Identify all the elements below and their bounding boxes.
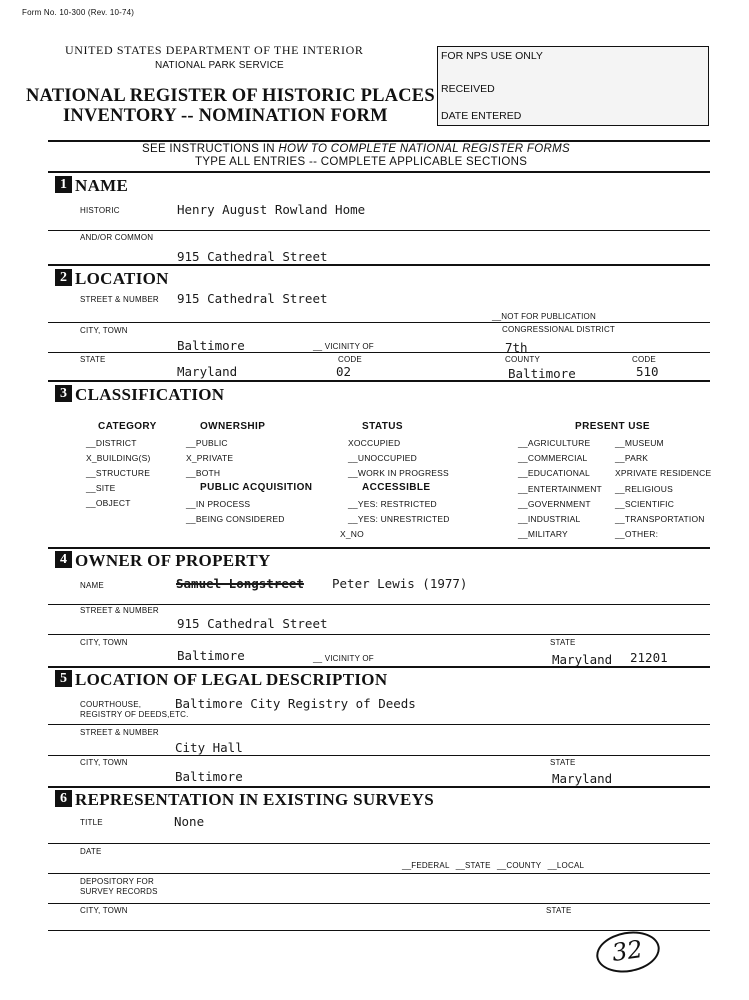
present-use-option: __EDUCATIONAL	[518, 468, 590, 478]
county-value: Baltimore	[508, 366, 576, 381]
ownership-option: __BOTH	[186, 468, 221, 478]
owner-street-value: 915 Cathedral Street	[177, 616, 328, 631]
owner-name-label: NAME	[80, 581, 104, 590]
courthouse-label: COURTHOUSE,	[80, 700, 142, 709]
section-rule	[48, 264, 710, 266]
rule	[48, 903, 710, 904]
instructions-line1	[142, 143, 570, 155]
form-title-line2: INVENTORY -- NOMINATION FORM	[63, 106, 388, 126]
survey-title-value: None	[174, 814, 205, 829]
registry-label: REGISTRY OF DEEDS,ETC.	[80, 710, 189, 719]
present-use-option: __AGRICULTURE	[518, 438, 591, 448]
section5-title: LOCATION OF LEGAL DESCRIPTION	[75, 670, 388, 689]
owner-name-value: Peter Lewis (1977)	[332, 576, 468, 591]
present-use-option: __PARK	[615, 453, 649, 463]
legal-street-value: City Hall	[175, 740, 243, 755]
county-code-label: CODE	[632, 355, 656, 364]
section-rule	[48, 547, 710, 549]
category-option: X_BUILDING(S)	[86, 453, 151, 463]
location-state-value: Maryland	[177, 364, 238, 379]
owner-city-value: Baltimore	[177, 648, 245, 663]
legal-city-value: Baltimore	[175, 769, 243, 784]
congressional-district-value: 7th	[505, 340, 528, 355]
survey-levels: __FEDERAL __STATE __COUNTY __LOCAL	[402, 861, 585, 870]
section4-header	[55, 551, 271, 571]
section4-number: 4	[55, 551, 72, 568]
historic-label: HISTORIC	[80, 206, 120, 215]
present-use-option: __MILITARY	[518, 529, 568, 539]
legal-city-label: CITY, TOWN	[80, 758, 128, 767]
status-option: XOCCUPIED	[348, 438, 401, 448]
survey-records-label: SURVEY RECORDS	[80, 887, 158, 896]
location-street-value: 915 Cathedral Street	[177, 291, 328, 306]
rule	[48, 322, 710, 323]
county-code-value: 510	[636, 364, 659, 379]
present-use-option: __MUSEUM	[615, 438, 664, 448]
instructions-prefix: SEE INSTRUCTIONS IN	[142, 143, 279, 155]
category-option: __SITE	[86, 483, 116, 493]
county-label: COUNTY	[505, 355, 540, 364]
historic-name-value: Henry August Rowland Home	[177, 202, 366, 217]
present-use-heading: PRESENT USE	[575, 421, 650, 432]
rule	[48, 843, 710, 844]
nps-box-received: RECEIVED	[441, 83, 495, 95]
section1-number: 1	[55, 176, 72, 193]
instructions-italic: HOW TO COMPLETE NATIONAL REGISTER FORMS	[278, 143, 570, 155]
nps-use-only-box	[437, 46, 709, 126]
section1-title: NAME	[75, 176, 129, 195]
public-acquisition-heading: PUBLIC ACQUISITION	[200, 482, 313, 493]
legal-state-value: Maryland	[552, 771, 613, 786]
owner-state-label: STATE	[550, 638, 576, 647]
owner-vicinity-label: __ VICINITY OF	[313, 654, 374, 663]
section5-header	[55, 670, 387, 690]
present-use-option: __GOVERNMENT	[518, 499, 591, 509]
legal-state-label: STATE	[550, 758, 576, 767]
location-vicinity-label: __ VICINITY OF	[313, 342, 374, 351]
rule	[48, 604, 710, 605]
public-acquisition-option: __BEING CONSIDERED	[186, 514, 285, 524]
rule	[48, 930, 710, 931]
state-code-label: CODE	[338, 355, 362, 364]
accessible-option: X_NO	[340, 529, 364, 539]
depository-label: DEPOSITORY FOR	[80, 877, 154, 886]
rule	[48, 873, 710, 874]
present-use-option: __SCIENTIFIC	[615, 499, 675, 509]
location-street-label: STREET & NUMBER	[80, 295, 159, 304]
owner-city-label: CITY, TOWN	[80, 638, 128, 647]
section3-title: CLASSIFICATION	[75, 385, 225, 404]
location-city-label: CITY, TOWN	[80, 326, 128, 335]
category-option: __STRUCTURE	[86, 468, 151, 478]
present-use-option: __INDUSTRIAL	[518, 514, 581, 524]
rule	[48, 755, 710, 756]
section6-title: REPRESENTATION IN EXISTING SURVEYS	[75, 790, 434, 809]
form-number: Form No. 10-300 (Rev. 10-74)	[22, 8, 135, 17]
present-use-option: __OTHER:	[615, 529, 659, 539]
rule	[48, 634, 710, 635]
owner-name-struck: Samuel Longstreet	[176, 576, 304, 591]
courthouse-value: Baltimore City Registry of Deeds	[175, 696, 416, 711]
page-number-stamp-text: 32	[610, 935, 645, 967]
location-state-label: STATE	[80, 355, 106, 364]
accessible-option: __YES: RESTRICTED	[348, 499, 437, 509]
common-name-value: 915 Cathedral Street	[177, 249, 328, 264]
accessible-heading: ACCESSIBLE	[362, 482, 431, 493]
section6-header	[55, 790, 434, 810]
present-use-option: __TRANSPORTATION	[615, 514, 705, 524]
owner-state-value: Maryland	[552, 652, 613, 667]
section2-header	[55, 269, 169, 289]
category-heading: CATEGORY	[98, 421, 157, 432]
section-rule	[48, 380, 710, 382]
form-title-line1: NATIONAL REGISTER OF HISTORIC PLACES	[26, 86, 435, 106]
not-for-publication: __NOT FOR PUBLICATION	[492, 312, 596, 321]
service-name: NATIONAL PARK SERVICE	[155, 60, 284, 71]
owner-zip-value: 21201	[630, 650, 668, 665]
section1-header	[55, 176, 128, 196]
present-use-option: __COMMERCIAL	[518, 453, 588, 463]
common-name-label: AND/OR COMMON	[80, 233, 154, 242]
present-use-option: __RELIGIOUS	[615, 484, 673, 494]
category-option: __OBJECT	[86, 498, 131, 508]
section-rule	[48, 786, 710, 788]
section5-number: 5	[55, 670, 72, 687]
ownership-option: __PUBLIC	[186, 438, 228, 448]
section4-title: OWNER OF PROPERTY	[75, 551, 271, 570]
instructions-line2: TYPE ALL ENTRIES -- COMPLETE APPLICABLE SECTIONS	[195, 156, 528, 168]
section3-number: 3	[55, 385, 72, 402]
survey-city-label: CITY, TOWN	[80, 906, 128, 915]
instructions-bottom-rule	[48, 171, 710, 173]
state-code-value: 02	[336, 364, 352, 379]
section3-header	[55, 385, 224, 405]
rule	[48, 724, 710, 725]
public-acquisition-option: __IN PROCESS	[186, 499, 251, 509]
category-option: __DISTRICT	[86, 438, 137, 448]
location-city-value: Baltimore	[177, 338, 245, 353]
ownership-heading: OWNERSHIP	[200, 421, 266, 432]
department-name: UNITED STATES DEPARTMENT OF THE INTERIOR	[65, 43, 364, 57]
section2-number: 2	[55, 269, 72, 286]
section6-number: 6	[55, 790, 72, 807]
accessible-option: __YES: UNRESTRICTED	[348, 514, 450, 524]
status-heading: STATUS	[362, 421, 403, 432]
present-use-option: XPRIVATE RESIDENCE	[615, 468, 712, 478]
nps-box-date-entered: DATE ENTERED	[441, 110, 522, 122]
congressional-district-label: CONGRESSIONAL DISTRICT	[502, 325, 616, 334]
section2-title: LOCATION	[75, 269, 169, 288]
legal-street-label: STREET & NUMBER	[80, 728, 159, 737]
rule	[48, 352, 710, 353]
survey-state-label: STATE	[546, 906, 572, 915]
survey-date-label: DATE	[80, 847, 102, 856]
instructions-top-rule	[48, 140, 710, 142]
status-option: __UNOCCUPIED	[348, 453, 417, 463]
ownership-option: X_PRIVATE	[186, 453, 234, 463]
present-use-option: __ENTERTAINMENT	[518, 484, 602, 494]
status-option: __WORK IN PROGRESS	[348, 468, 449, 478]
survey-title-label: TITLE	[80, 818, 103, 827]
rule	[48, 230, 710, 231]
nps-box-heading: FOR NPS USE ONLY	[441, 50, 543, 62]
owner-street-label: STREET & NUMBER	[80, 606, 159, 615]
section-rule	[48, 666, 710, 668]
